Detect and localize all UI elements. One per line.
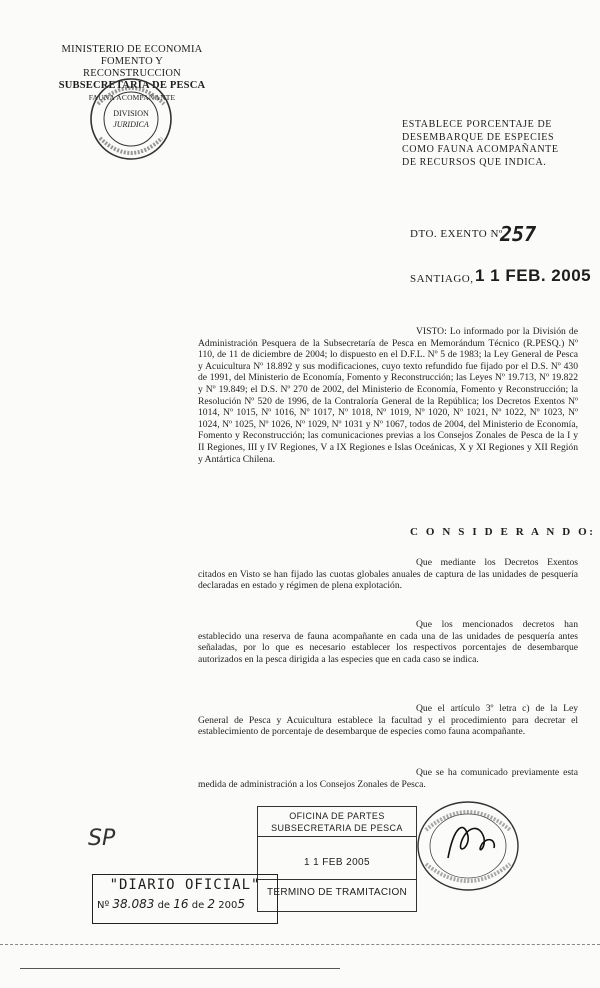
diario-number-line <box>97 897 245 911</box>
visto-paragraph: VISTO: Lo informado por la División de Administración Pesquera de la Subsecretaría de Pesca en Memorándum Técnico (R.PESQ.) Nº 110, de 11 de diciembre de 2004; lo dispuesto en el D.F.L. Nº 5 de 1983; la Ley General de Pesca y Acuicultura Nº 18.892 y sus modificaciones, cuyo texto refundido fue fijado por el D.S. Nº 430 de 1991, del Ministerio de Economía, Fomento y Reconstrucción; las Leyes Nº 19.713, Nº 19.822 y Nº 19.849; el D.S. Nº 270 de 2002, del Ministerio de Economía, Fomento y Reconstrucción; la Resolución Nº 520 de 1996, de la Contraloría General de la República; los Decretos Exentos Nº 1014, Nº 1015, Nº 1016, Nº 1017, Nº 1018, Nº 1019, Nº 1020, Nº 1021, Nº 1022, Nº 1023, Nº 1024, Nº 1025, Nº 1026, Nº 1029, Nº 1031 y Nº 1067, todos de 2004, del Ministerio de Economía, Fomento y Reconstrucción; las comunicaciones previas a los Consejos Zonales de Pesca de la I y II Regiones, III y IV Regiones, V a IX Regiones e Islas Oceánicas, X y XI Regiones y XII Región y Antártica Chilena. <box>198 326 578 465</box>
diario-n-value: 38.083 <box>112 897 155 911</box>
stamp-date: 1 1 FEB 2005 <box>304 857 370 868</box>
considerando-4: Que se ha comunicado previamente esta medida de administración a los Consejos Zonales de Pesca. <box>198 767 578 790</box>
considerando-3: Que el artículo 3º letra c) de la Ley General de Pesca y Acuicultura establece la facultad y el procedimiento para decretar el establecimiento de porcentaje de desembarque de especies como fauna acompañante. <box>198 703 578 738</box>
oficina-partes-stamp <box>257 806 417 912</box>
diario-de1: de <box>157 900 171 911</box>
diario-n-label: Nº <box>97 900 110 911</box>
fauna-label: FAUNA ACOMPAÑANTE <box>88 93 176 102</box>
stamp-line-termino: TERMINO DE TRAMITACION <box>266 887 408 898</box>
ministry-name: MINISTERIO DE ECONOMIA <box>61 44 203 55</box>
handwritten-initials: SP <box>88 826 116 851</box>
stamp-divider <box>258 879 416 880</box>
place-label: SANTIAGO, <box>410 273 474 285</box>
stamp-divider <box>258 836 416 837</box>
diario-month: 2 <box>207 897 216 911</box>
stamp-line-subsecretaria: SUBSECRETARIA DE PESCA <box>271 823 403 833</box>
scan-line <box>0 944 600 945</box>
diario-year: 200 <box>218 900 238 911</box>
ministry-round-stamp <box>410 796 526 896</box>
stamp-line-oficina: OFICINA DE PARTES <box>289 811 385 821</box>
diario-oficial-stamp <box>92 874 278 924</box>
division-juridica-seal <box>88 76 174 162</box>
decree-date: 1 1 FEB. 2005 <box>475 266 592 285</box>
decree-label: DTO. EXENTO Nº <box>410 228 503 240</box>
decree-number: 257 <box>500 222 537 246</box>
considerando-heading: C O N S I D E R A N D O: <box>410 526 596 538</box>
seal-text-top: DIVISION <box>113 109 149 118</box>
ministry-fomento: FOMENTO Y RECONSTRUCCION <box>83 56 181 79</box>
diario-year-end: 5 <box>237 897 245 911</box>
diario-title: "DIARIO OFICIAL" <box>109 877 261 893</box>
diario-de2: de <box>191 900 205 911</box>
seal-text-bottom: JURIDICA <box>113 120 149 129</box>
decree-title: ESTABLECE PORCENTAJE DE DESEMBARQUE DE ESPECIES COMO FAUNA ACOMPAÑANTE DE RECURSOS QUE INDICA. <box>402 119 559 168</box>
considerando-2: Que los mencionados decretos han establecido una reserva de fauna acompañante en cada una de las unidades de pesquería antes señaladas, por lo que es necesario establecer los respectivos porcentajes de desembarque autorizados en la pesca dirigida a las especies que en cada caso se indica. <box>198 619 578 665</box>
considerando-1: Que mediante los Decretos Exentos citados en Visto se han fijado las cuotas globales anuales de captura de las unidades de pesquería declaradas en estado y régimen de plena explotación. <box>198 557 578 592</box>
scan-line <box>20 968 340 969</box>
diario-day: 16 <box>173 897 189 911</box>
signature <box>448 827 494 858</box>
subsecretaria-name: SUBSECRETARIA DE PESCA <box>58 80 206 91</box>
